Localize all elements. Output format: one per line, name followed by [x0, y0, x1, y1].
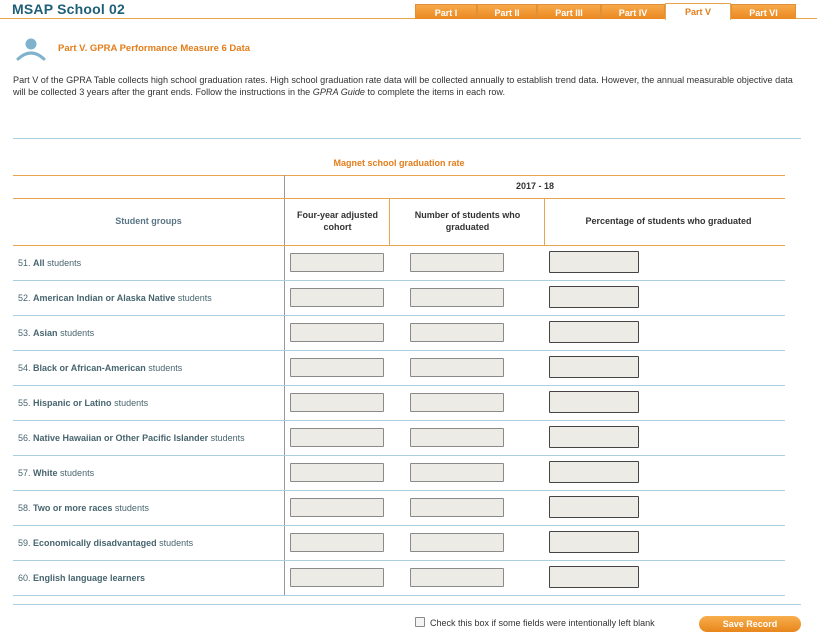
- row-separator: [13, 490, 785, 491]
- intro-text-end: to complete the items in each row.: [364, 86, 505, 97]
- section-divider: [13, 138, 801, 139]
- percentage-input[interactable]: [549, 426, 639, 448]
- cohort-input[interactable]: [290, 498, 384, 517]
- col-header-groups: Student groups: [115, 216, 182, 226]
- cohort-input[interactable]: [290, 533, 384, 552]
- section-intro: [13, 75, 803, 98]
- tab-part-i[interactable]: Part I: [415, 4, 477, 19]
- row-group-suffix: students: [60, 468, 95, 478]
- row-separator: [13, 315, 785, 316]
- row-group-name: Native Hawaiian or Other Pacific Islander: [33, 433, 209, 443]
- row-number: 53.: [18, 328, 31, 338]
- row-number: 54.: [18, 363, 31, 373]
- part-tabs: [415, 3, 796, 19]
- row-separator: [13, 560, 785, 561]
- row-separator: [13, 595, 785, 596]
- row-separator: [13, 525, 785, 526]
- graduated-input[interactable]: [410, 393, 504, 412]
- row-label: [18, 363, 182, 373]
- percentage-input[interactable]: [549, 251, 639, 273]
- row-number: 57.: [18, 468, 31, 478]
- percentage-input[interactable]: [549, 286, 639, 308]
- cohort-input[interactable]: [290, 253, 384, 272]
- row-group-suffix: students: [114, 398, 149, 408]
- row-group-suffix: students: [148, 363, 183, 373]
- row-separator: [13, 280, 785, 281]
- tab-part-vi[interactable]: Part VI: [731, 4, 796, 19]
- row-group-name: Two or more races: [33, 503, 113, 513]
- save-record-button[interactable]: Save Record: [699, 616, 801, 632]
- graduated-input[interactable]: [410, 288, 504, 307]
- percentage-input[interactable]: [549, 496, 639, 518]
- graduated-input[interactable]: [410, 428, 504, 447]
- row-group-name: Hispanic or Latino: [33, 398, 112, 408]
- row-number: 51.: [18, 258, 31, 268]
- row-number: 58.: [18, 503, 31, 513]
- row-separator: [13, 350, 785, 351]
- tab-part-iv[interactable]: Part IV: [601, 4, 665, 19]
- header-bottom-rule: [13, 245, 785, 246]
- cohort-input[interactable]: [290, 323, 384, 342]
- table-top-rule: [13, 175, 785, 176]
- intro-text: Part V of the GPRA Table collects high school graduation rates. High school graduation rate data will be collected annually to establish trend data. However, the annual measurable objective data will be collected 3 years after the grant ends. Follow the instructions in the: [13, 75, 793, 97]
- row-group-suffix: students: [114, 503, 149, 513]
- blank-fields-checkbox[interactable]: [415, 617, 425, 627]
- graduated-input[interactable]: [410, 568, 504, 587]
- row-group-name: English language learners: [33, 573, 146, 583]
- graduated-divider: [544, 198, 545, 246]
- graduated-input[interactable]: [410, 358, 504, 377]
- graduated-input[interactable]: [410, 463, 504, 482]
- app-title: MSAP School 02: [12, 1, 126, 17]
- row-number: 59.: [18, 538, 31, 548]
- row-label: [18, 328, 94, 338]
- section-title: Part V. GPRA Performance Measure 6 Data: [58, 43, 251, 54]
- year-rule: [13, 198, 785, 199]
- percentage-input[interactable]: [549, 321, 639, 343]
- row-group-suffix: students: [177, 293, 212, 303]
- row-group-suffix: students: [60, 328, 95, 338]
- cohort-input[interactable]: [290, 428, 384, 447]
- row-number: 55.: [18, 398, 31, 408]
- row-separator: [13, 385, 785, 386]
- footer-divider: [13, 604, 801, 605]
- row-number: 52.: [18, 293, 31, 303]
- cohort-input[interactable]: [290, 463, 384, 482]
- percentage-input[interactable]: [549, 531, 639, 553]
- cohort-divider: [389, 198, 390, 246]
- row-group-name: Black or African-American: [33, 363, 146, 373]
- percentage-input[interactable]: [549, 356, 639, 378]
- row-label: [18, 538, 193, 548]
- row-group-name: All: [33, 258, 45, 268]
- cohort-input[interactable]: [290, 393, 384, 412]
- row-group-name: White: [33, 468, 58, 478]
- graduated-input[interactable]: [410, 533, 504, 552]
- tab-part-v[interactable]: Part V: [665, 3, 731, 20]
- row-group-name: Asian: [33, 328, 58, 338]
- row-label: [18, 293, 212, 303]
- row-group-name: American Indian or Alaska Native: [33, 293, 176, 303]
- row-label: [18, 468, 94, 478]
- tab-part-iii[interactable]: Part III: [537, 4, 601, 19]
- row-separator: [13, 455, 785, 456]
- cohort-input[interactable]: [290, 288, 384, 307]
- graduated-input[interactable]: [410, 498, 504, 517]
- row-label: [18, 398, 148, 408]
- year-header: 2017 - 18: [515, 181, 555, 191]
- row-group-suffix: students: [210, 433, 245, 443]
- tab-part-ii[interactable]: Part II: [477, 4, 537, 19]
- row-group-name: Economically disadvantaged: [33, 538, 157, 548]
- row-label: [18, 573, 145, 583]
- row-number: 60.: [18, 573, 31, 583]
- table-caption: Magnet school graduation rate: [333, 158, 465, 168]
- gpra-guide-ref: GPRA Guide: [312, 86, 365, 97]
- row-number: 56.: [18, 433, 31, 443]
- cohort-input[interactable]: [290, 568, 384, 587]
- col-header-cohort: Four-year adjusted cohort: [296, 210, 379, 232]
- graduated-input[interactable]: [410, 253, 504, 272]
- col-header-percentage: Percentage of students who graduated: [585, 216, 752, 226]
- row-group-suffix: students: [47, 258, 82, 268]
- row-group-suffix: students: [159, 538, 194, 548]
- blank-fields-checkbox-label: Check this box if some fields were intentionally left blank: [430, 618, 655, 628]
- percentage-input[interactable]: [549, 461, 639, 483]
- graduated-input[interactable]: [410, 323, 504, 342]
- row-separator: [13, 420, 785, 421]
- percentage-input[interactable]: [549, 566, 639, 588]
- col-header-graduated: Number of students who graduated: [414, 210, 521, 232]
- cohort-input[interactable]: [290, 358, 384, 377]
- row-label: [18, 503, 149, 513]
- user-avatar-icon: [16, 37, 46, 63]
- row-label: [18, 258, 81, 268]
- percentage-input[interactable]: [549, 391, 639, 413]
- row-label: [18, 433, 245, 443]
